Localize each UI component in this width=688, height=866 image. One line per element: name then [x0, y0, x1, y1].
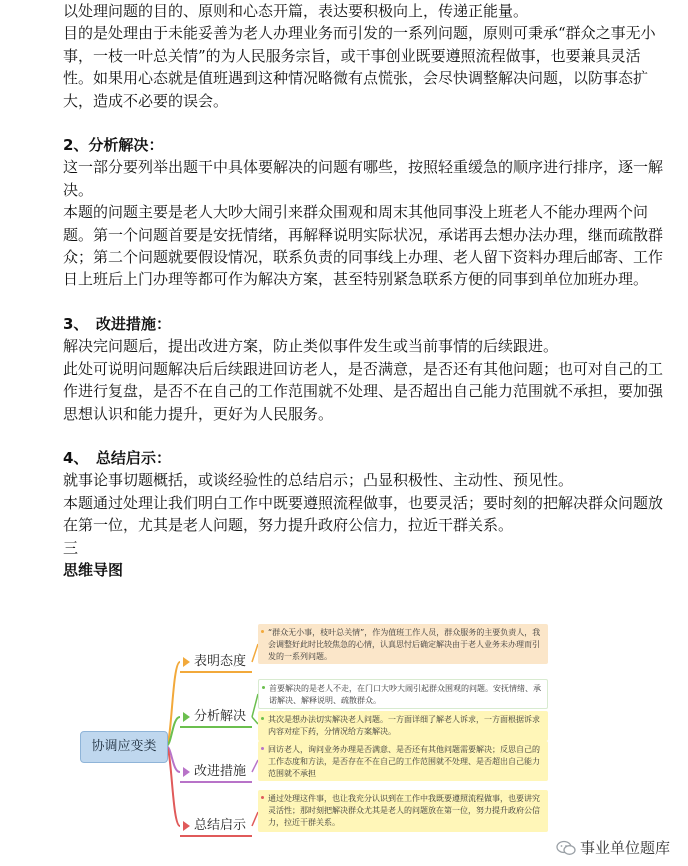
- arrow-icon: [183, 821, 190, 831]
- arrow-icon: [183, 767, 190, 777]
- section-number: 三: [63, 538, 79, 557]
- note-text: 回访老人，询问业务办理是否满意、是否还有其他问题需要解决；反思自己的工作态度和方法，是否存在不在自己的工作范围就不处理、是否超出自己能力范围就不承担: [268, 745, 540, 778]
- mindmap-heading: 思维导图: [63, 560, 124, 579]
- note-text: 通过处理这件事，也让我充分认识到在工作中我既要遵照流程做事，也要讲究灵活性；那时刻把解决群众尤其是老人的问题放在第一位，努力提升政府公信力，拉近干群关系。: [268, 794, 540, 827]
- document-body: [63, 0, 663, 581]
- arrow-icon: [183, 712, 190, 722]
- watermark: [556, 837, 670, 858]
- branch-label: 分析解决: [194, 709, 247, 724]
- section-heading: 3、 改进措施：: [63, 314, 171, 333]
- branch-label: 表明态度: [194, 654, 247, 669]
- bullet-icon: [262, 686, 265, 689]
- mind-map-root: 协调应变类: [80, 731, 168, 763]
- mind-map: [0, 600, 688, 866]
- section-heading: 4、 总结启示：: [63, 448, 171, 467]
- bullet-icon: [261, 630, 264, 633]
- paragraph: 本题通过处理让我们明白工作中既要遵照流程做事，也要灵活；要时刻的把解决群众问题放在第一位，尤其是老人问题，努力提升政府公信力，拉近干群关系。: [63, 493, 664, 535]
- bullet-icon: [261, 747, 264, 750]
- note-text: 首要解决的是老人不走，在门口大吵大闹引起群众围观的问题。安抚情绪、承诺解决、解释说明、疏散群众。: [269, 684, 541, 705]
- branch-attitude: [180, 651, 252, 673]
- paragraph: 就事论事切题概括，或谈经验性的总结启示；凸显积极性、主动性、预见性。: [63, 471, 574, 490]
- connector-branch-1: [166, 662, 180, 746]
- note-analysis-1: [258, 679, 548, 709]
- paragraph: 这一部分要列举出题干中具体要解决的问题有哪些，按照轻重缓急的顺序进行排序，逐一解决。: [63, 158, 664, 199]
- section-heading: 2、分析解决：: [63, 136, 164, 155]
- arrow-icon: [183, 657, 190, 667]
- branch-label: 改进措施: [194, 764, 247, 779]
- paragraph: 目的是处理由于未能妥善为老人办理业务而引发的一系列问题，原则可秉承“群众之事无小事，一枝一叶总关情”的为人民服务宗旨，或干事创业既要遵照流程做事，也要兼具灵活性。如果用心态就是值班遇到这种情况略微有点慌张，会尽快调整解决问题，以防事态扩大，造成不必要的误会。: [63, 24, 656, 110]
- paragraph: 以处理问题的目的、原则和心态开篇，表达要积极向上，传递正能量。: [63, 2, 529, 20]
- note-improvement: [258, 741, 548, 781]
- bullet-icon: [261, 717, 264, 720]
- branch-improvement: [180, 761, 252, 783]
- bullet-icon: [261, 796, 264, 799]
- note-attitude: [258, 624, 548, 664]
- branch-analysis: [180, 706, 252, 728]
- note-text: 其次是想办法切实解决老人问题。一方面详细了解老人诉求，一方面根据诉求内容对症下药，分情况给方案解决。: [268, 715, 540, 736]
- note-summary: [258, 790, 548, 832]
- wechat-icon: [556, 840, 576, 856]
- note-analysis-2: [258, 711, 548, 741]
- branch-label: 总结启示: [194, 818, 247, 833]
- watermark-text: 事业单位题库: [579, 839, 670, 857]
- paragraph: 解决完问题后，提出改进方案，防止类似事件发生或当前事情的后续跟进。: [63, 337, 559, 356]
- paragraph: 此处可说明问题解决后后续跟进回访老人，是否满意，是否还有其他问题；也可对自己的工作进行复盘，是否不在自己的工作范围就不处理、是否超出自己能力范围就不承担，要加强思想认识和能力提升，更好为人民服务。: [63, 359, 664, 423]
- note-text: “群众无小事，枝叶总关情”，作为值班工作人员，群众服务的主要负责人，我会调整好此时比较焦急的心情，认真思忖后确定解决由于老人业务未办理而引发的一系列问题。: [268, 628, 541, 661]
- paragraph: 本题的问题主要是老人大吵大闹引来群众围观和周末其他同事没上班老人不能办理两个问题。第一个问题首要是安抚情绪，再解释说明实际状况，承诺再去想办法办理，继而疏散群众；第二个问题就要假设情况，联系负责的同事线上办理、老人留下资料办理后邮寄、工作日上班后上门办理等都可作为解决方案，甚至特别紧急联系方便的同事到单位加班办理。: [63, 203, 664, 289]
- branch-summary: [180, 815, 252, 837]
